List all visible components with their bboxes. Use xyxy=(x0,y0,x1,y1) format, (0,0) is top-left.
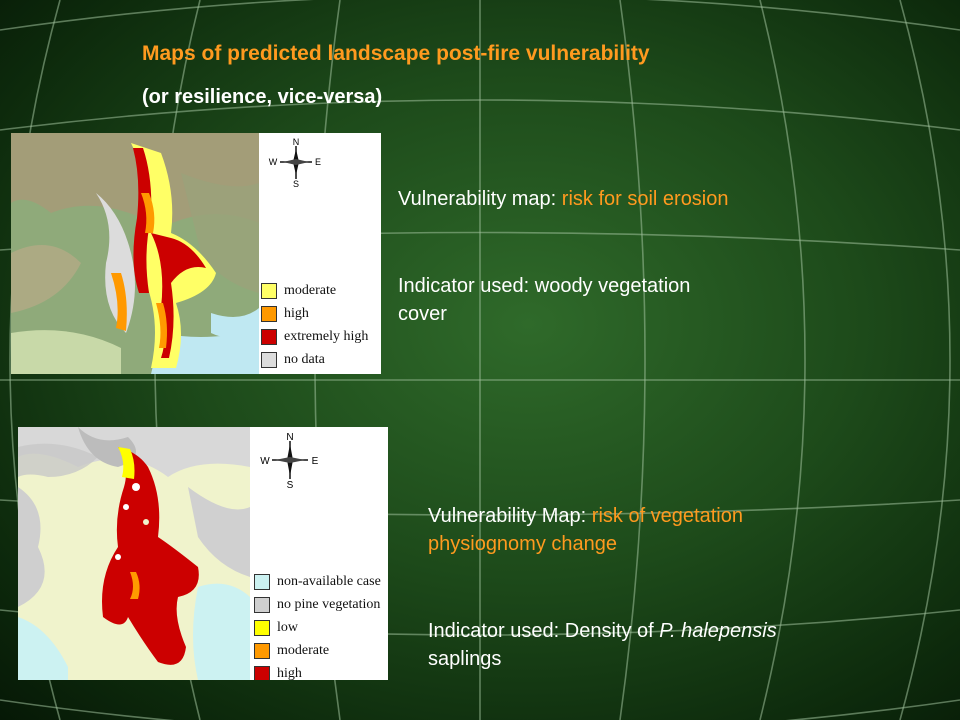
vegetation-change-heading-line1 xyxy=(428,502,743,530)
indicator-prefix: Indicator used: Density of xyxy=(428,620,660,642)
legend-item xyxy=(254,570,381,593)
compass-e: E xyxy=(311,456,319,467)
compass-w: W xyxy=(268,157,278,167)
legend-label: extremely high xyxy=(284,328,369,344)
soil-erosion-heading xyxy=(398,185,729,213)
legend-swatch xyxy=(261,352,277,368)
compass-rose-icon xyxy=(266,137,326,187)
legend-swatch xyxy=(254,666,270,681)
legend-item xyxy=(254,593,381,616)
legend-label: non-available case xyxy=(277,573,381,589)
vegetation-change-indicator-line1 xyxy=(428,617,777,645)
legend-label: low xyxy=(277,619,298,635)
compass-s: S xyxy=(292,179,300,187)
compass-rose-icon xyxy=(260,431,320,489)
slide-subtitle: (or resilience, vice-versa) xyxy=(142,86,383,108)
indicator-species: P. halepensis xyxy=(659,620,777,642)
legend-swatch xyxy=(254,574,270,590)
legend-swatch xyxy=(261,283,277,299)
slide-title: Maps of predicted landscape post-fire vulnerability xyxy=(142,42,650,65)
soil-erosion-legend xyxy=(261,279,368,371)
heading-prefix: Vulnerability map: xyxy=(398,188,562,210)
heading-prefix: Vulnerability Map: xyxy=(428,505,592,527)
heading-accent: risk of vegetation xyxy=(591,505,743,527)
compass-n: N xyxy=(292,137,300,147)
compass-n: N xyxy=(286,432,294,443)
legend-swatch xyxy=(261,306,277,322)
legend-item xyxy=(254,662,381,680)
legend-swatch xyxy=(254,597,270,613)
legend-label: moderate xyxy=(284,282,337,298)
soil-erosion-indicator-line2: cover xyxy=(398,303,447,325)
legend-item xyxy=(254,616,381,639)
compass-s: S xyxy=(286,480,294,489)
soil-erosion-map xyxy=(11,133,381,374)
legend-label: no pine vegetation xyxy=(277,596,381,612)
legend-label: moderate xyxy=(277,642,330,658)
legend-item xyxy=(261,325,368,348)
vegetation-change-indicator-line2: saplings xyxy=(428,648,502,670)
legend-label: high xyxy=(277,665,302,680)
legend-item xyxy=(261,302,368,325)
soil-erosion-indicator-line1: Indicator used: woody vegetation xyxy=(398,275,691,297)
legend-item xyxy=(261,279,368,302)
legend-label: no data xyxy=(284,351,325,367)
soil-erosion-terrain xyxy=(11,133,259,374)
compass-w: W xyxy=(260,456,270,467)
vegetation-change-terrain xyxy=(18,427,250,680)
vegetation-change-legend xyxy=(254,570,381,680)
legend-swatch xyxy=(261,329,277,345)
legend-item xyxy=(261,348,368,371)
vegetation-change-heading-line2: physiognomy change xyxy=(428,533,618,555)
heading-accent: risk for soil erosion xyxy=(561,188,729,210)
legend-swatch xyxy=(254,643,270,659)
legend-label: high xyxy=(284,305,309,321)
legend-item xyxy=(254,639,381,662)
legend-swatch xyxy=(254,620,270,636)
compass-e: E xyxy=(314,157,322,167)
vegetation-change-map xyxy=(18,427,388,680)
